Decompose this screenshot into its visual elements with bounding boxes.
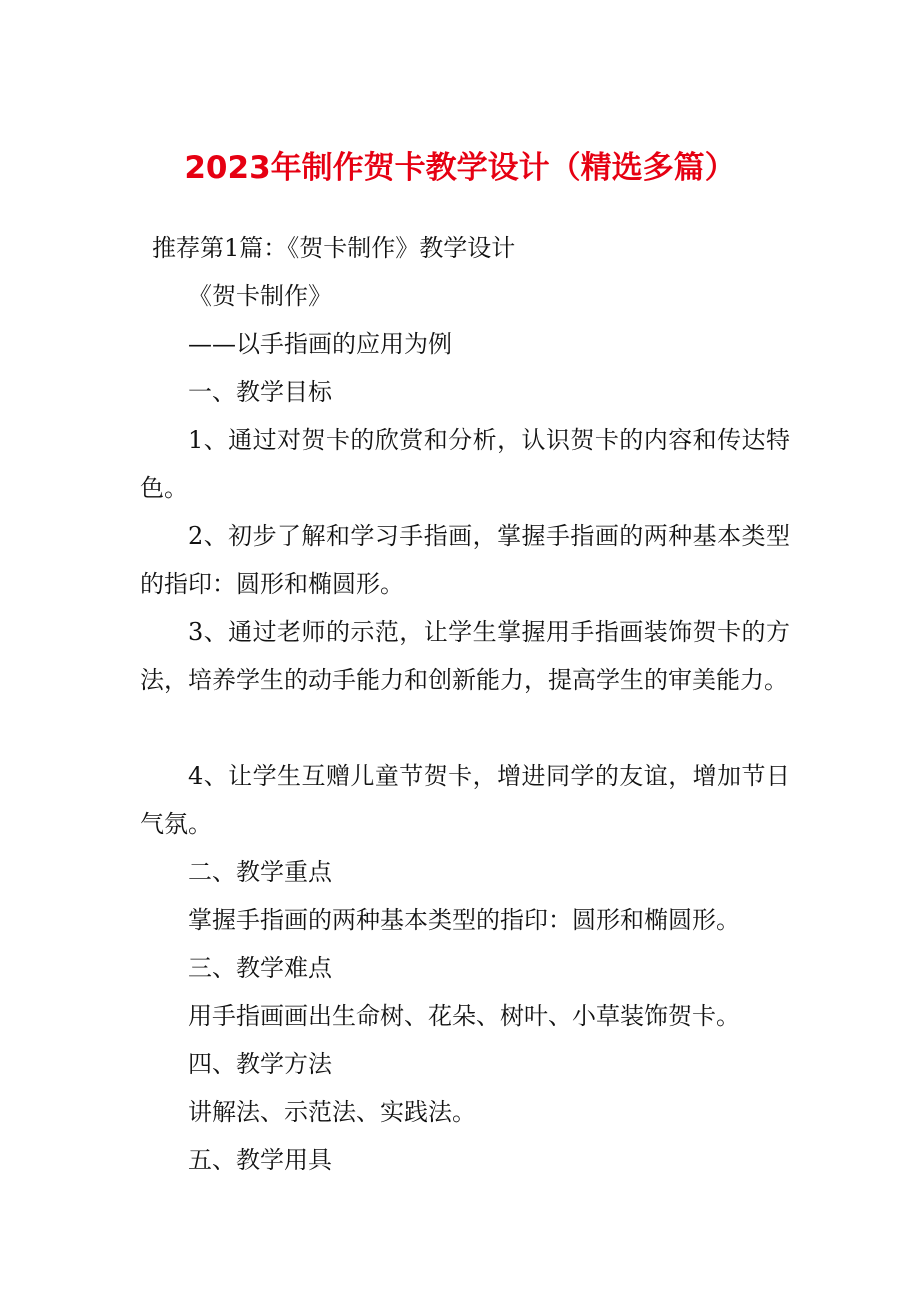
goal-2-paragraph: 2、初步了解和学习手指画，掌握手指画的两种基本类型的指印：圆形和椭圆形。 xyxy=(140,522,790,598)
goal-1-paragraph: 1、通过对贺卡的欣赏和分析，认识贺卡的内容和传达特色。 xyxy=(140,426,790,502)
goal-3-paragraph: 3、通过老师的示范，让学生掌握用手指画装饰贺卡的方法，培养学生的动手能力和创新能力，提高学生的审美能力。 xyxy=(140,618,790,694)
document-title: 2023年制作贺卡教学设计（精选多篇） xyxy=(184,150,736,186)
difficulty-text: 用手指画画出生命树、花朵、树叶、小草装饰贺卡。 xyxy=(188,1002,740,1030)
difficulty-heading: 三、教学难点 xyxy=(188,954,332,982)
tools-heading: 五、教学用具 xyxy=(188,1146,332,1174)
key-text: 掌握手指画的两种基本类型的指印：圆形和椭圆形。 xyxy=(188,906,740,934)
goal-4-paragraph: 4、让学生互赠儿童节贺卡，增进同学的友谊，增加节日气氛。 xyxy=(140,762,790,838)
key-heading: 二、教学重点 xyxy=(188,858,332,886)
method-text: 讲解法、示范法、实践法。 xyxy=(188,1098,476,1126)
goals-heading: 一、教学目标 xyxy=(188,378,332,406)
method-heading: 四、教学方法 xyxy=(188,1050,332,1078)
recommend-line: 推荐第1篇：《贺卡制作》教学设计 xyxy=(152,234,516,262)
subtitle: ——以手指画的应用为例 xyxy=(188,330,452,358)
lesson-title: 《贺卡制作》 xyxy=(188,282,332,310)
